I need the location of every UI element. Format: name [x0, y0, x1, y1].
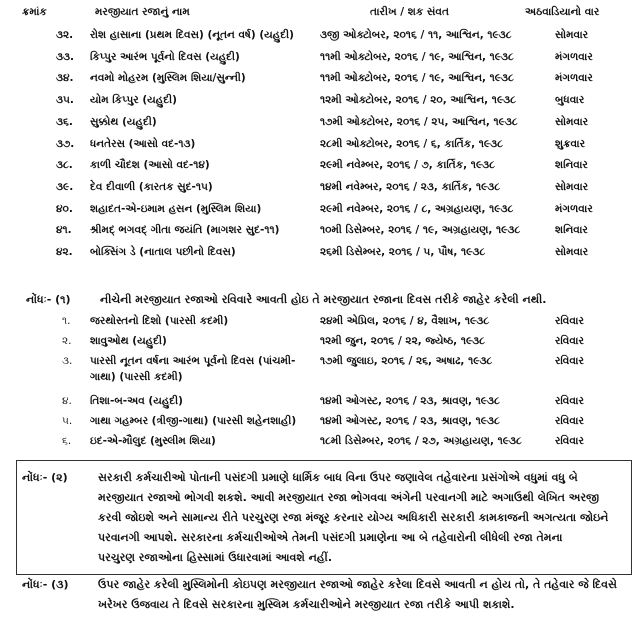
holiday-row [0, 221, 635, 241]
holiday-weekday: શુક્રવાર [555, 137, 586, 150]
holiday-date: ૩જી ઓક્ટોબર, ૨૦૧૬ / ૧૧, આશ્વિન, ૧૯૩૮ [320, 29, 512, 41]
col-header-date: તારીખ / શક સંવત [370, 6, 449, 18]
holiday-date: ૧૪મી ઓગસ્ટ, ૨૦૧૬ / ૨૩, શ્રાવણ, ૧૯૩૮ [320, 395, 500, 407]
row-number: ૩૯. [56, 180, 74, 193]
note-line: સરકારી કર્મચારીઓ પોતાની પસંદગી પ્રમાણે ધાર્મિક બાધ વિના ઉપર જણાવેલ તહેવારના પ્રસંગોએ વધુમાં વધુ બે [98, 471, 578, 484]
holiday-weekday: મંગળવાર [555, 72, 593, 85]
holiday-row [0, 113, 635, 133]
row-number: ૩૪. [56, 72, 74, 85]
row-number: ૨. [62, 335, 72, 347]
holiday-name: શાવુઓથ (યહુદી) [90, 335, 167, 347]
note-line: કરવી જોઇશે અને સામાન્ય રીતે પરચુરણ રજા મંજૂર કરનાર યોગ્ય અધિકારી સરકારી કામકાજની અગત્યતા જોઇને [98, 511, 609, 524]
holiday-date: ૨૮મી ઓક્ટોબર, ૨૦૧૬ / ૬, કાર્તિક, ૧૯૩૮ [320, 137, 503, 150]
holiday-name: કાળી ચૌદશ (આસો વદ-૧૪) [90, 159, 210, 172]
holiday-row [0, 156, 635, 176]
row-number: ૪૦. [56, 202, 73, 215]
holiday-date: ૧૧મી ઓક્ટોબર, ૨૦૧૬ / ૧૯, આશ્વિન, ૧૯૩૮ [320, 50, 514, 63]
row-number: ૪૨. [56, 246, 73, 258]
holiday-weekday: સોમવાર [555, 246, 589, 258]
holiday-date: ૨૯મી નવેમ્બર, ૨૦૧૬ / ૮, અગ્રહાયણ, ૧૯૩૮ [320, 202, 514, 215]
note-line: ઉપર જાહેર કરેલી મુસ્લિમોની કોઇપણ મરજીયાત રજાઓ જાહેર કરેલા દિવસે આવતી ન હોય તો, તે તહેવાર જે દિવસે [98, 578, 617, 591]
note-line: પરવાનગી આપશે. સરકારના કર્મચારીઓએ તેમની પસંદગી પ્રમાણેના આ બે તહેવારોની લીધેલી રજા તેમના [98, 531, 563, 544]
holiday-weekday: શનિવાર [555, 159, 588, 172]
note-line: પરચુરણ રજાઓના હિસ્સામાં ઉધારવામાં આવશે નહીં. [98, 551, 333, 564]
holiday-name: બોક્સિંગ ડે (નાતાલ પછીનો દિવસ) [90, 246, 236, 258]
holiday-date: ૧૨મી જુન, ૨૦૧૬ / ૨૨, જ્યેષ્ઠ, ૧૯૩૮ [320, 335, 485, 347]
holiday-row [0, 200, 635, 220]
row-number: ૫. [62, 415, 73, 427]
row-number: ૩૩. [56, 50, 74, 63]
sunday-holiday-row [0, 412, 635, 432]
holiday-row [0, 135, 635, 155]
holiday-name-continued: ગાથા) (પારસી કદમી) [90, 371, 183, 383]
holiday-weekday: રવિવાર [555, 315, 584, 327]
holiday-name: દેવ દીવાળી (કારતક સુદ-૧૫) [90, 180, 213, 193]
holiday-name: શહાદત-એ-ઇમામ હસન (મુસ્લિમ શિયા) [90, 202, 262, 215]
row-number: ૪. [62, 395, 72, 407]
holiday-weekday: મંગળવાર [555, 50, 593, 63]
holiday-date: ૧૧મી ઓક્ટોબર, ૨૦૧૬ / ૧૯, આશ્વિન, ૧૯૩૮ [320, 72, 514, 85]
holiday-date: ૨૯મી નવેમ્બર, ૨૦૧૬ / ૭, કાર્તિક, ૧૯૩૮ [320, 159, 495, 172]
holiday-date: ૧૪મી ઓગસ્ટ, ૨૦૧૬ / ૨૩, શ્રાવણ, ૧૯૩૮ [320, 415, 500, 427]
holiday-row [0, 243, 635, 263]
holiday-weekday: રવિવાર [555, 415, 584, 427]
note-line: મરજીયાત રજાઓ ભોગવી શકશે. આવી મરજીયાત રજા ભોગવવા અંગેની પરવાનગી માટે અગાઉથી લેખિત અરજી [98, 491, 600, 504]
holiday-date: ૨૬મી ડિસેમ્બર, ૨૦૧૬ / ૫, પૌષ, ૧૯૩૮ [320, 246, 486, 258]
row-number: ૩૮. [56, 159, 73, 172]
holiday-row [0, 91, 635, 111]
holiday-name: ગાથા ગહમ્બર (ત્રીજી-ગાથા) (પારસી શહેનશાહી) [90, 415, 297, 427]
holiday-date: ૧૭મી ઓક્ટોબર, ૨૦૧૬ / ૨૫, આશ્વિન, ૧૯૩૮ [320, 115, 518, 128]
holiday-weekday: રવિવાર [555, 435, 584, 447]
row-number: ૩૭. [56, 137, 75, 150]
holiday-name: નવમો મોહરમ (મુસ્લિમ શિયા/સુન્ની) [90, 72, 246, 85]
row-number: ૩૫. [56, 94, 74, 107]
sunday-holiday-row [0, 352, 635, 383]
holiday-name: પારસી નૂતન વર્ષના આરંભ પૂર્વનો દિવસ (પાંચમી- [90, 355, 296, 367]
note-line: ખરેખર ઉજવાય તે દિવસે સરકારના મુસ્લિમ કર્મચારીઓને મરજીયાત રજા તરીકે આપી શકાશે. [98, 598, 515, 611]
holiday-name: યોમ કિપ્પુર (યહુદી) [90, 94, 177, 107]
note1-label: નોંધઃ- (૧) [26, 293, 71, 306]
holiday-name: તિશા-બ-અવ (યહુદી) [90, 395, 183, 407]
holiday-weekday: રવિવાર [555, 355, 584, 367]
row-number: ૩૬. [56, 115, 73, 128]
holiday-row [0, 69, 635, 89]
row-number: ૪૧. [56, 224, 72, 237]
holiday-date: ૧૨મી ઓક્ટોબર, ૨૦૧૬ / ૨૦, આશ્વિન, ૧૯૩૮ [320, 94, 516, 107]
holiday-weekday: મંગળવાર [555, 202, 593, 215]
row-number: ૩૨. [56, 29, 74, 41]
holiday-name: શ્રીમદ્ ભગવદ્ ગીતા જયંતિ (માગશર સુદ-૧૧) [90, 224, 280, 237]
sunday-holiday-row [0, 432, 635, 452]
holiday-name: રોશ હાસાના (પ્રથમ દિવસ) (નૂતન વર્ષ) (યહુદી) [90, 29, 294, 41]
row-number: ૧. [62, 315, 71, 327]
holiday-name: જરથોસ્તનો દિશો (પારસી કદમી) [90, 315, 229, 327]
note3-label: નોંધઃ- (૩) [22, 578, 69, 591]
holiday-weekday: શનિવાર [555, 224, 588, 237]
holiday-date: ૧૪મી નવેમ્બર, ૨૦૧૬ / ૨૩, કાર્તિક, ૧૯૩૮ [320, 180, 501, 193]
holiday-row [0, 26, 635, 46]
col-header-day: અઠવાડિયાનો વાર [525, 6, 600, 18]
holiday-name: ઇદ-એ-મૌલુદ (મુસ્લીમ શિયા) [90, 435, 216, 447]
col-header-no: ક્રમાંક [22, 6, 47, 18]
row-number: ૬. [62, 435, 72, 447]
holiday-row [0, 48, 635, 68]
col-header-name: મરજીયાત રજાનું નામ [95, 6, 190, 18]
sunday-holiday-row [0, 332, 635, 352]
holiday-date: ૧૦મી ડિસેમ્બર, ૨૦૧૬ / ૧૯, અગ્રહાયણ, ૧૯૩૮ [320, 224, 521, 237]
holiday-weekday: બુધવાર [555, 94, 585, 107]
holiday-weekday: રવિવાર [555, 395, 584, 407]
note1-text: નીચેની મરજીયાત રજાઓ રવિવારે આવતી હોઇ તે મરજીયાત રજાના દિવસ તરીકે જાહેર કરેલી નથી. [100, 293, 547, 306]
holiday-name: કિપ્પુર આરંભ પૂર્વનો દિવસ (યહુદી) [90, 50, 240, 63]
holiday-weekday: સોમવાર [555, 29, 589, 41]
holiday-name: ધનતેરસ (આસો વદ-૧૩) [90, 137, 196, 150]
row-number: ૩. [62, 355, 73, 367]
holiday-name: સુક્કોથ (યહુદી) [90, 115, 157, 128]
sunday-holiday-row [0, 392, 635, 412]
holiday-date: ૨૪મી એપ્રિલ, ૨૦૧૬ / ૪, વૈશાખ, ૧૯૩૮ [320, 315, 490, 327]
note2-label: નોંધઃ- (૨) [22, 471, 68, 484]
holiday-weekday: રવિવાર [555, 335, 584, 347]
holiday-row [0, 178, 635, 198]
holiday-weekday: સોમવાર [555, 115, 589, 128]
holiday-date: ૧૭મી જુલાઇ, ૨૦૧૬ / ૨૬, અષાઢ, ૧૯૩૮ [320, 355, 493, 367]
sunday-holiday-row [0, 312, 635, 332]
holiday-weekday: સોમવાર [555, 180, 589, 193]
holiday-date: ૧૮મી ડિસેમ્બર, ૨૦૧૬ / ૨૭, અગ્રહાયણ, ૧૯૩૮ [320, 435, 522, 447]
